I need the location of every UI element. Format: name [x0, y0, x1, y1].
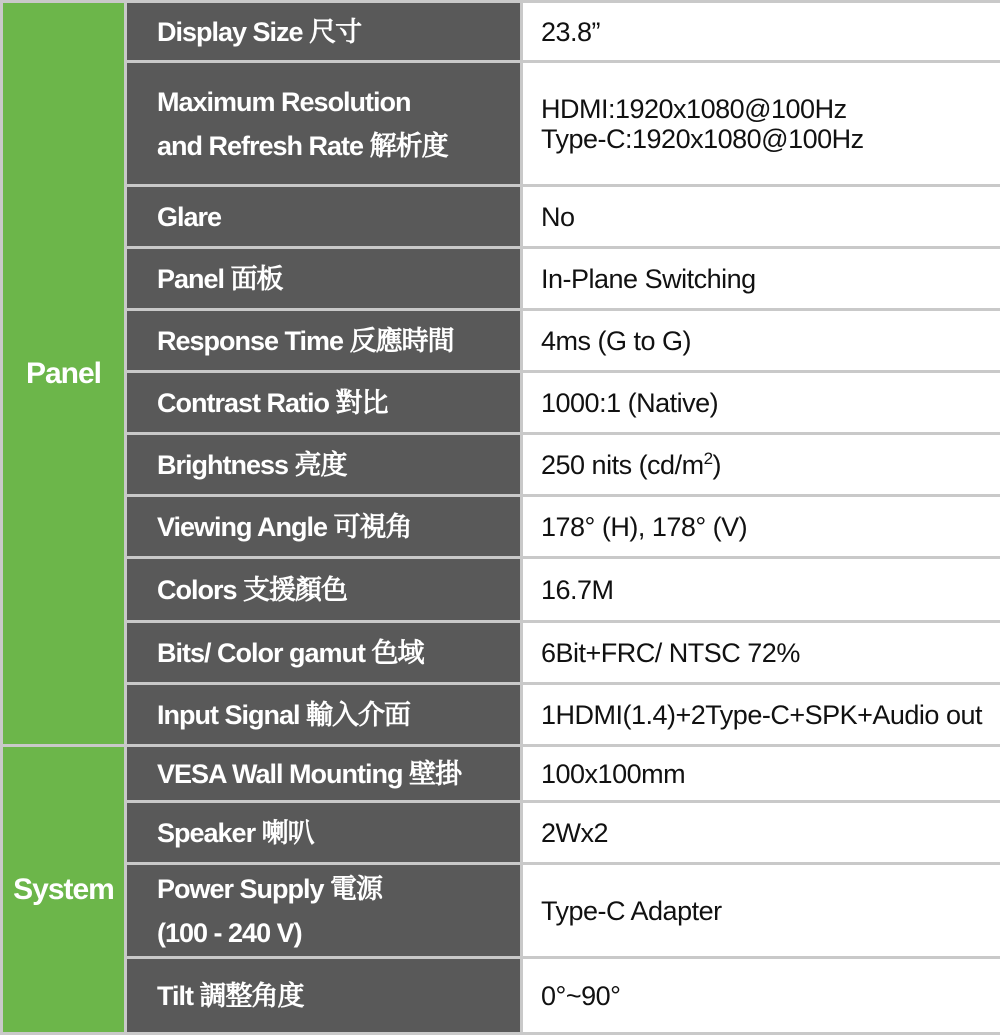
- table-row: [2, 622, 1000, 684]
- brightness-value-close: ): [713, 450, 722, 480]
- spec-value-colors: 16.7M: [522, 558, 1000, 622]
- spec-value-tilt: 0°~90°: [522, 958, 1000, 1034]
- table-row: [2, 62, 1000, 186]
- spec-label-brightness: Brightness 亮度: [126, 434, 522, 496]
- spec-value-panel: In-Plane Switching: [522, 248, 1000, 310]
- table-row: [2, 186, 1000, 248]
- brightness-value-text: 250 nits (cd/m: [541, 450, 704, 480]
- spec-label-vesa: VESA Wall Mounting 壁掛: [126, 746, 522, 802]
- spec-value-brightness: [522, 434, 1000, 496]
- table-row: [2, 684, 1000, 746]
- spec-value-response-time: 4ms (G to G): [522, 310, 1000, 372]
- spec-label-glare: Glare: [126, 186, 522, 248]
- spec-label-resolution-line2: and Refresh Rate 解析度: [157, 124, 520, 168]
- spec-label-tilt: Tilt 調整角度: [126, 958, 522, 1034]
- spec-value-contrast: 1000:1 (Native): [522, 372, 1000, 434]
- group-panel: Panel: [2, 2, 126, 746]
- spec-label-resolution: [126, 62, 522, 186]
- spec-value-vesa: 100x100mm: [522, 746, 1000, 802]
- spec-label-input-signal: Input Signal 輸入介面: [126, 684, 522, 746]
- spec-value-glare: No: [522, 186, 1000, 248]
- brightness-superscript: 2: [704, 449, 713, 468]
- spec-label-speaker: Speaker 喇叭: [126, 802, 522, 864]
- table-row: [2, 558, 1000, 622]
- table-row: [2, 248, 1000, 310]
- spec-value-resolution: [522, 62, 1000, 186]
- table-row: [2, 958, 1000, 1034]
- spec-label-response-time: Response Time 反應時間: [126, 310, 522, 372]
- table-row: [2, 496, 1000, 558]
- table-row: [2, 434, 1000, 496]
- table-row: [2, 864, 1000, 958]
- spec-label-colors: Colors 支援顏色: [126, 558, 522, 622]
- table-row: [2, 802, 1000, 864]
- group-system: System: [2, 746, 126, 1034]
- spec-label-panel: Panel 面板: [126, 248, 522, 310]
- table-row: [2, 372, 1000, 434]
- spec-label-display-size: Display Size 尺寸: [126, 2, 522, 62]
- spec-value-input-signal: 1HDMI(1.4)+2Type-C+SPK+Audio out: [522, 684, 1000, 746]
- spec-label-power-supply: [126, 864, 522, 958]
- spec-label-resolution-line1: Maximum Resolution: [157, 80, 520, 124]
- table-row: [2, 746, 1000, 802]
- spec-value-resolution-typec: Type-C:1920x1080@100Hz: [541, 124, 1000, 154]
- spec-value-power-supply: Type-C Adapter: [522, 864, 1000, 958]
- table-row: [2, 310, 1000, 372]
- spec-label-contrast: Contrast Ratio 對比: [126, 372, 522, 434]
- spec-label-power-line2: (100 - 240 V): [157, 911, 520, 955]
- spec-value-resolution-hdmi: HDMI:1920x1080@100Hz: [541, 94, 1000, 124]
- spec-value-viewing-angle: 178° (H), 178° (V): [522, 496, 1000, 558]
- spec-value-speaker: 2Wx2: [522, 802, 1000, 864]
- spec-label-color-gamut: Bits/ Color gamut 色域: [126, 622, 522, 684]
- spec-value-display-size: 23.8”: [522, 2, 1000, 62]
- table-row: [2, 2, 1000, 62]
- spec-label-power-line1: Power Supply 電源: [157, 867, 520, 911]
- spec-label-viewing-angle: Viewing Angle 可視角: [126, 496, 522, 558]
- spec-value-color-gamut: 6Bit+FRC/ NTSC 72%: [522, 622, 1000, 684]
